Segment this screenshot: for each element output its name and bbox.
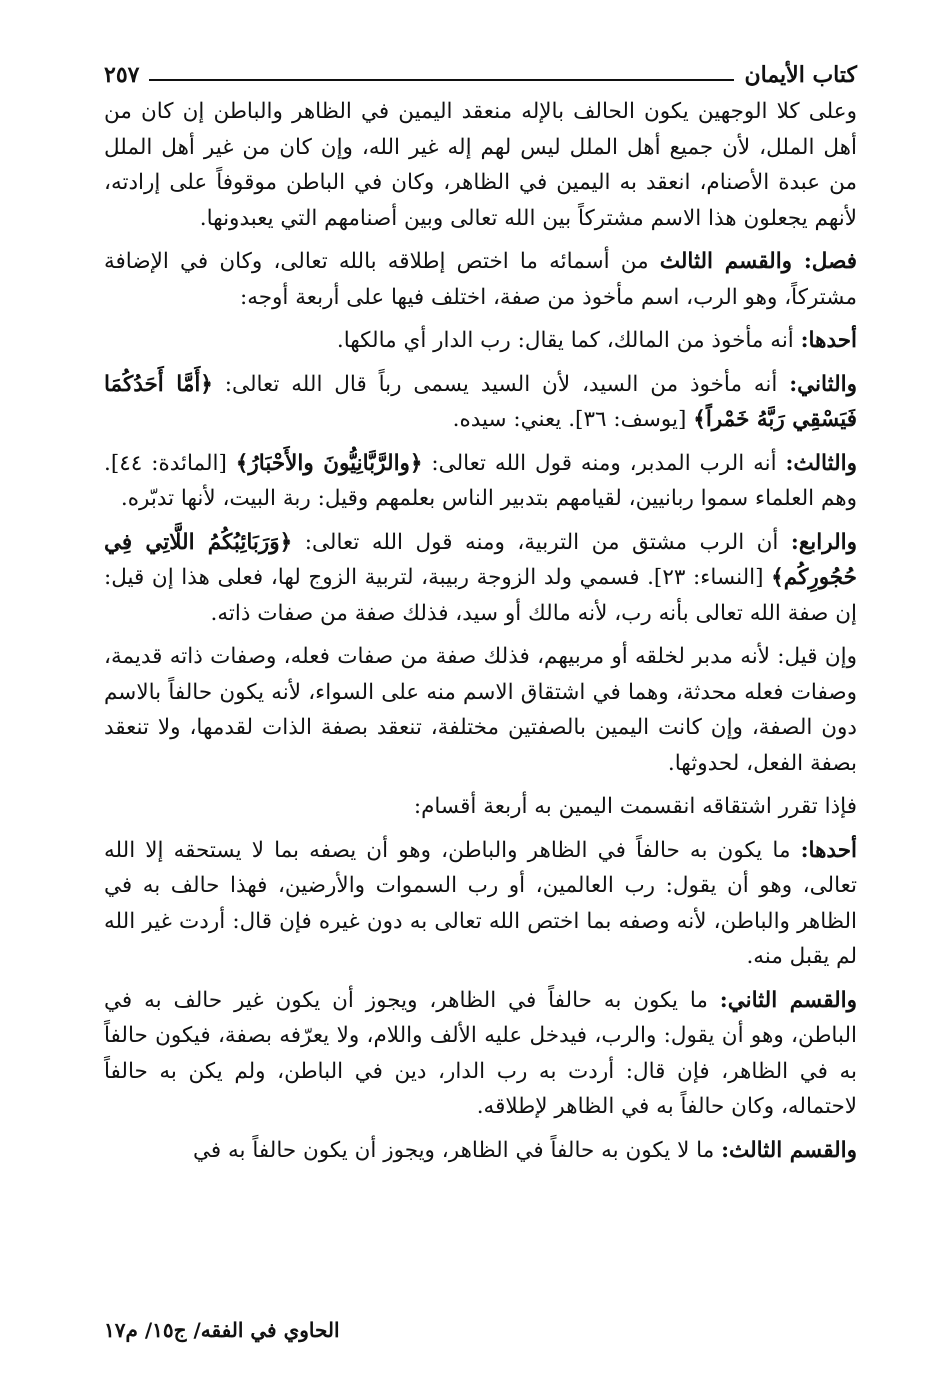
paragraph-lead: والثالث: (785, 450, 857, 476)
header-rule (149, 79, 734, 81)
paragraph-text: أنه مأخوذ من السيد، لأن السيد يسمى رباً قال الله تعالى: (224, 371, 778, 397)
paragraph-8 (104, 789, 857, 825)
paragraph-text: ما لا يكون به حالفاً في الظاهر، ويجوز أن يكون حالفاً به في (192, 1137, 715, 1163)
paragraph-text: أنه الرب المدبر، ومنه قول الله تعالى: (431, 450, 777, 476)
paragraph-text: أن الرب مشتق من التربية، ومنه قول الله تعالى: (304, 529, 779, 555)
paragraph-text: أنه مأخوذ من المالك، كما يقال: رب الدار أي مالكها. (336, 328, 794, 353)
quran-quote: ﴿والرَّبَّانِيُّونَ والأَحْبَارُ﴾ (235, 450, 423, 476)
paragraph-lead: والثاني: (789, 371, 857, 397)
quran-quote: ﴿أَمَّا أَحَدُكُمَا فَيَسْقِي رَبَّهُ خَمْراً﴾ (104, 371, 857, 432)
chapter-title: كتاب الأيمان (744, 62, 857, 88)
paragraph-text: ما يكون به حالفاً في الظاهر والباطن، وهو أن يصفه بما لا يستحقه إلا الله تعالى، وهو أن يقول: رب العالمين، أو رب السموات والأرضين، فهذا حالف به في الظاهر والباطن، لأنه وصفه بما اختص الله تعالى به دون غيره فإن قال: أردت غير الله لم يقبل منه. (104, 837, 857, 969)
page-header (104, 54, 857, 88)
paragraph-lead: والرابع: (790, 529, 857, 555)
paragraph-lead: والقسم الثاني: (719, 987, 857, 1013)
paragraph-lead: أحدها: (800, 837, 857, 863)
paragraph-2 (104, 244, 857, 315)
paragraph-3 (104, 323, 857, 359)
paragraph-text: من أسمائه ما اختص إطلاقه بالله تعالى، وكان في الإضافة مشتركاً، وهو الرب، اسم مأخوذ من صفة، اختلف فيها على أربعة أوجه: (104, 249, 857, 310)
paragraph-tail: [المائدة: ٤٤]. وهم العلماء سموا ربانيين، لقيامهم بتدبير الناس بعلمهم وقيل: ربة البيت، لأنها تدبّره. (104, 450, 857, 511)
paragraph-tail: [النساء: ٢٣]. فسمي ولد الزوجة ربيبة، لتربية الزوج لها، فعلى هذا إن قيل: إن صفة الله تعالى بأنه رب، لأنه مالك أو سيد، فذلك صفة من صفات ذاته. (104, 565, 857, 626)
paragraph-5 (104, 446, 857, 517)
paragraph-4 (104, 367, 857, 438)
paragraph-lead: أحدها: (800, 328, 857, 353)
paragraph-text: وعلى كلا الوجهين يكون الحالف بالإله منعقد اليمين في الظاهر والباطن إن كان من أهل الملل، لأن جميع أهل الملل ليس لهم إله غير الله، وإن كان من غير أهل الملل من عبدة الأصنام، انعقد به اليمين في الظاهر، وكان في الباطن موقوفاً على إرادته، لأنهم يجعلون هذا الاسم مشتركاً بين الله تعالى وبين أصنامهم التي يعبدونها. (104, 99, 857, 231)
body-text (104, 94, 857, 1168)
paragraph-9 (104, 833, 857, 975)
page-number: ٢٥٧ (104, 62, 140, 88)
paragraph-lead: والقسم الثالث: (721, 1137, 857, 1163)
paragraph-6 (104, 525, 857, 632)
paragraph-text: وإن قيل: لأنه مدبر لخلقه أو مربيهم، فذلك صفة من صفات فعله، وصفات ذاته قديمة، وصفات فعله محدثة، وهما في اشتقاق الاسم منه على السواء، لأنه يكون حالفاً بالاسم دون الصفة، وإن كانت اليمين بالصفتين مختلفة، تنعقد بصفة الذات لقدمها، ولا تنعقد بصفة الفعل، لحدوثها. (104, 644, 857, 776)
signature-footer: الحاوي في الفقه/ ج١٥/ م١٧ (104, 1318, 340, 1342)
paragraph-7 (104, 639, 857, 781)
paragraph-text: ما يكون به حالفاً في الظاهر، ويجوز أن يكون غير حالف به في الباطن، وهو أن يقول: والرب، فيدخل عليه الألف واللام، ولا يعرّفه بصفة، فيكون حالفاً به في الظاهر، فإن قال: أردت به رب الدار، دين في الباطن، ولم يكن به حالفاً لاحتماله، وكان حالفاً به في الظاهر لإطلاقه. (104, 987, 857, 1119)
quran-quote: ﴿وَرَبَائِبُكُمُ اللَّاتِي فِي حُجُورِكُم﴾ (104, 529, 857, 590)
paragraph-11 (104, 1133, 857, 1169)
paragraph-tail: [يوسف: ٣٦]. يعني: سيده. (452, 407, 687, 432)
paragraph-lead: فصل: والقسم الثالث (659, 249, 857, 274)
paragraph-10 (104, 983, 857, 1125)
paragraph-text: فإذا تقرر اشتقاقه انقسمت اليمين به أربعة أقسام: (413, 794, 857, 819)
paragraph-1 (104, 94, 857, 236)
